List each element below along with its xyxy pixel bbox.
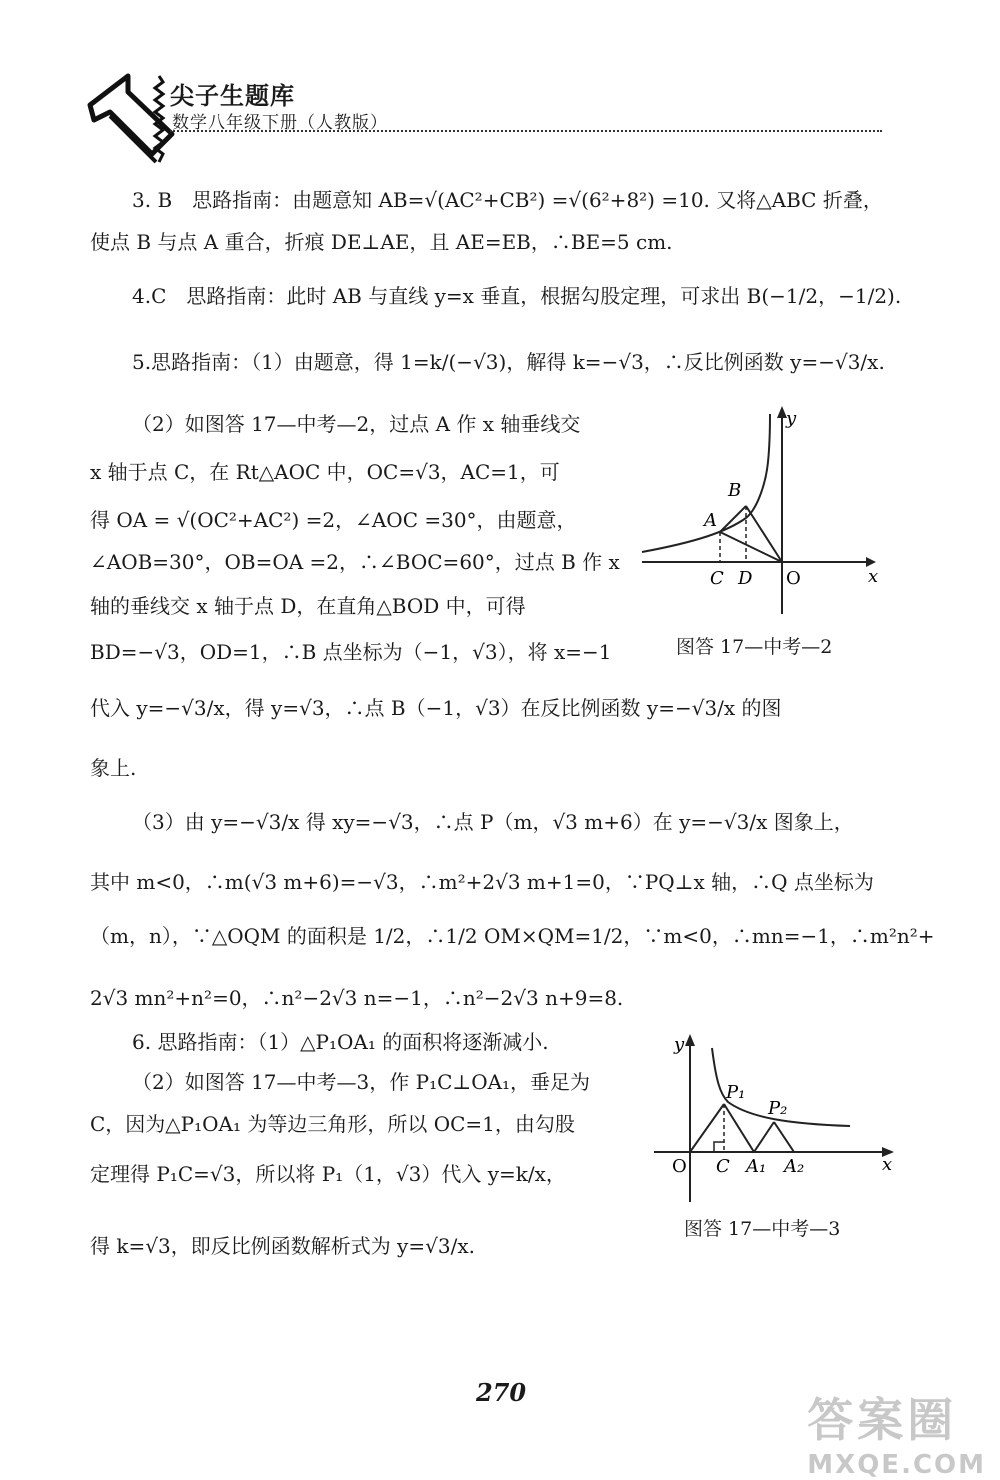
label-y: y: [786, 408, 797, 429]
label-y: y: [674, 1034, 685, 1055]
answer-5-line-10: （3）由 y=−√3/x 得 xy=−√3，∴点 P（m，√3 m+6）在 y=−√3/x 图象上，: [132, 810, 854, 834]
hyperbola-curve: [642, 414, 770, 552]
answer-6-line-4: 定理得 P₁C=√3，所以将 P₁（1，√3）代入 y=k/x，: [90, 1162, 566, 1186]
watermark-title: 答案圈: [807, 1393, 958, 1447]
label-A: A: [704, 510, 717, 531]
segment-P1A1: [724, 1104, 754, 1152]
segment-P2A2: [774, 1122, 794, 1152]
answer-3-line-1: 3. B 思路指南：由题意知 AB=√(AC²+CB²) =√(6²+8²) =10. 又将△ABC 折叠，: [132, 188, 883, 212]
book-subtitle: 数学八年级下册（人教版）: [172, 113, 388, 133]
label-B: B: [728, 480, 742, 501]
answer-5-line-13: 2√3 mn²+n²=0，∴n²−2√3 n=−1，∴n²−2√3 n+9=8.: [90, 986, 624, 1010]
answer-6-line-2: （2）如图答 17—中考—3，作 P₁C⊥OA₁，垂足为: [132, 1070, 591, 1094]
answer-5-line-2: （2）如图答 17—中考—2，过点 A 作 x 轴垂线交: [132, 412, 581, 436]
answer-5-line-8: 代入 y=−√3/x，得 y=√3，∴点 B（−1，√3）在反比例函数 y=−√3/x 的图: [90, 696, 782, 720]
answer-4-line: 4.C 思路指南：此时 AB 与直线 y=x 垂直，根据勾股定理，可求出 B(−1/2，−1/2).: [132, 284, 902, 308]
answer-5-line-11: 其中 m<0，∴m(√3 m+6)=−√3，∴m²+2√3 m+1=0，∵PQ⊥x 轴，∴Q 点坐标为: [90, 870, 874, 894]
watermark-url: MXQE.COM: [807, 1450, 986, 1480]
answer-5-line-12: （m，n），∵△OQM 的面积是 1/2，∴1/2 OM×QM=1/2，∵m<0，∴mn=−1，∴m²n²+: [90, 924, 935, 948]
answer-5-line-6: 轴的垂线交 x 轴于点 D，在直角△BOD 中，可得: [90, 594, 526, 618]
answer-5-line-1: 5.思路指南：（1）由题意，得 1=k/(−√3)，解得 k=−√3，∴反比例函数 y=−√3/x.: [132, 350, 885, 374]
label-P1: P₁: [726, 1082, 746, 1103]
answer-6-line-5: 得 k=√3，即反比例函数解析式为 y=√3/x.: [90, 1234, 475, 1258]
segment-AB: [720, 506, 746, 532]
figure-17-2: [636, 402, 890, 618]
label-O: O: [786, 568, 801, 589]
segment-A1P2: [754, 1122, 774, 1152]
answer-6-line-1: 6. 思路指南：（1）△P₁OA₁ 的面积将逐渐减小.: [132, 1030, 549, 1054]
label-P2: P₂: [768, 1098, 788, 1119]
book-title: 尖子生题库: [170, 81, 295, 110]
answer-5-line-5: ∠AOB=30°，OB=OA =2，∴∠BOC=60°，过点 B 作 x: [90, 550, 620, 574]
label-A1: A₁: [746, 1156, 767, 1177]
label-D: D: [738, 568, 753, 589]
label-C: C: [710, 568, 724, 589]
right-angle-mark-icon: [714, 1142, 724, 1152]
label-O: O: [672, 1156, 687, 1177]
answer-3-line-2: 使点 B 与点 A 重合，折痕 DE⊥AE，且 AE=EB，∴BE=5 cm.: [90, 230, 673, 254]
header-divider: [170, 130, 882, 132]
zigzag-divider-icon: [152, 74, 166, 164]
label-C: C: [716, 1156, 730, 1177]
y-axis-arrow-icon: [685, 1034, 695, 1046]
answer-6-line-3: C，因为△P₁OA₁ 为等边三角形，所以 OC=1，由勾股: [90, 1112, 575, 1136]
label-x: x: [882, 1154, 893, 1175]
answer-5-line-3: x 轴于点 C，在 Rt△AOC 中，OC=√3，AC=1，可: [90, 460, 560, 484]
page-number: 270: [476, 1378, 527, 1407]
figure-17-3: [650, 1030, 900, 1210]
figure-17-3-caption: 图答 17—中考—3: [684, 1218, 841, 1240]
watermark: [807, 1384, 986, 1480]
answer-5-line-4: 得 OA = √(OC²+AC²) =2，∠AOC =30°，由题意，: [90, 508, 577, 532]
label-x: x: [868, 566, 879, 587]
segment-OP1: [690, 1104, 724, 1152]
figure-17-2-caption: 图答 17—中考—2: [676, 636, 833, 658]
answer-5-line-7: BD=−√3，OD=1，∴B 点坐标为（−1，√3），将 x=−1: [90, 640, 612, 664]
label-A2: A₂: [784, 1156, 805, 1177]
answer-5-line-9: 象上.: [90, 756, 137, 780]
